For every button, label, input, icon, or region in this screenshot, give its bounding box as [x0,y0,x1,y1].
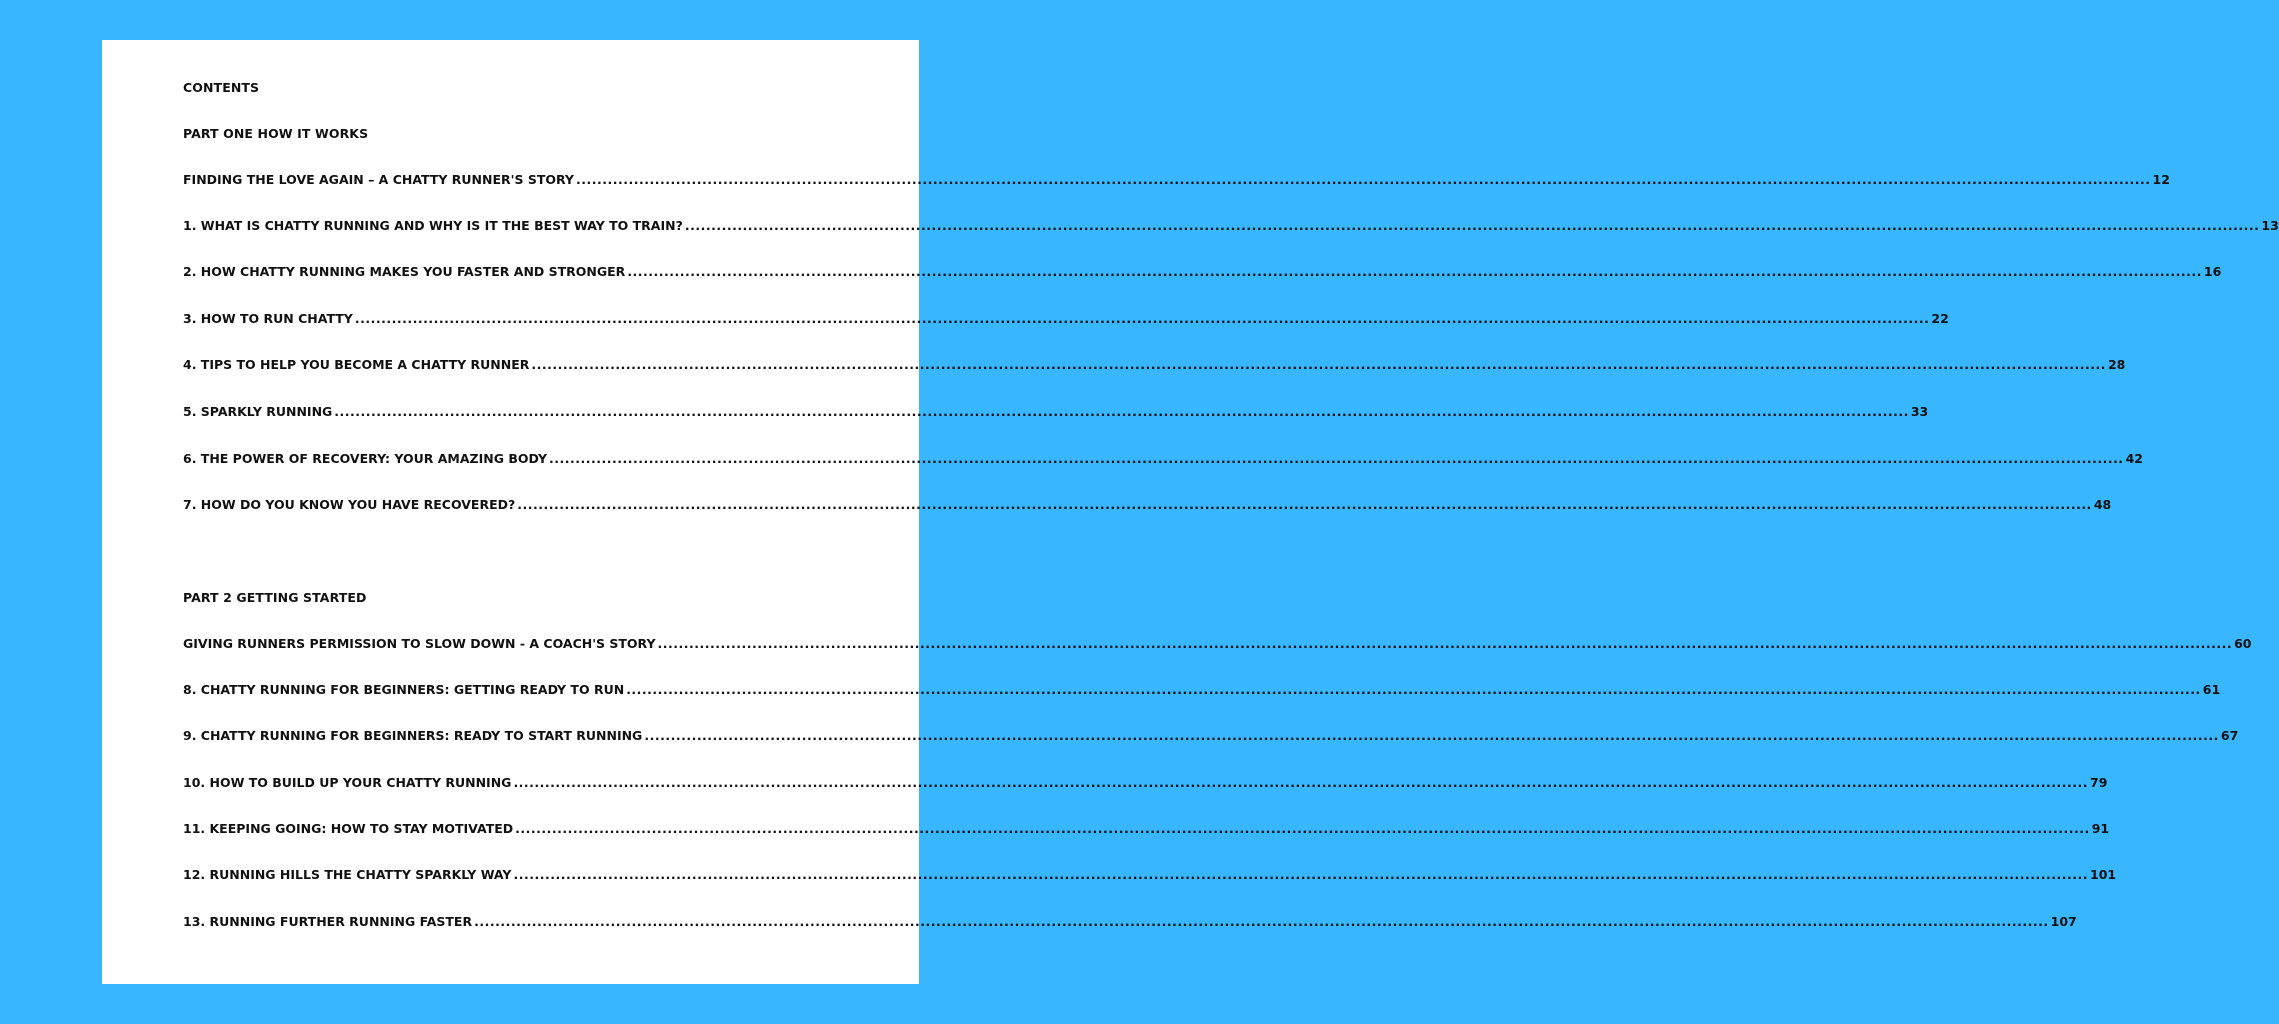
toc-page-number: 28 [2107,357,2126,372]
dot-leader: ............................................................................................................................................................................................................................................................................................................ [531,357,2106,372]
dot-leader: ............................................................................................................................................................................................................................................................................................................ [549,451,2124,466]
dot-leader: ............................................................................................................................................................................................................................................................................................................ [684,218,2260,233]
toc-entry-title: 1. WHAT IS CHATTY RUNNING AND WHY IS IT THE BEST WAY TO TRAIN? [183,218,683,233]
toc-page-number: 61 [2202,682,2221,697]
dot-leader: ............................................................................................................................................................................................................................................................................................................ [334,404,1909,419]
document-page [102,40,2279,984]
dot-leader: ............................................................................................................................................................................................................................................................................................................ [517,497,2092,512]
toc-entry-title: 11. KEEPING GOING: HOW TO STAY MOTIVATED [183,821,514,836]
toc-page-number: 12 [2152,172,2170,187]
toc-entry-title: 4. TIPS TO HELP YOU BECOME A CHATTY RUNNER [183,357,530,372]
toc-page-number: 60 [2234,636,2252,651]
toc-page-number: 42 [2125,451,2143,466]
dot-leader: ............................................................................................................................................................................................................................................................................................................ [513,867,2089,882]
toc-entry-title: 9. CHATTY RUNNING FOR BEGINNERS: READY TO START RUNNING [183,728,643,743]
toc-entry-title: 12. RUNNING HILLS THE CHATTY SPARKLY WAY [183,867,512,882]
toc-entry [183,218,2279,234]
toc-entry-title: 8. CHATTY RUNNING FOR BEGINNERS: GETTING READY TO RUN [183,682,625,697]
dot-leader: ............................................................................................................................................................................................................................................................................................................ [657,636,2233,651]
toc-page-number: 67 [2220,728,2239,743]
toc-entry [183,172,2170,188]
toc-entry [183,636,2252,652]
toc-page-number: 107 [2050,914,2077,929]
toc-entry [183,867,2117,883]
toc-entry [183,404,1929,420]
part-heading: PART ONE HOW IT WORKS [183,126,369,141]
toc-page-number: 91 [2091,821,2110,836]
toc-page-number: 13 [2261,218,2279,233]
dot-leader: ............................................................................................................................................................................................................................................................................................................ [644,728,2219,743]
toc-entry-title: 2. HOW CHATTY RUNNING MAKES YOU FASTER AND STRONGER [183,264,626,279]
dot-leader: ............................................................................................................................................................................................................................................................................................................ [515,821,2090,836]
toc-entry-title: 6. THE POWER OF RECOVERY: YOUR AMAZING BODY [183,451,547,466]
toc-entry-title: 3. HOW TO RUN CHATTY [183,311,353,326]
toc-entry-title: GIVING RUNNERS PERMISSION TO SLOW DOWN - A COACH'S STORY [183,636,656,651]
toc-entry-title: FINDING THE LOVE AGAIN – A CHATTY RUNNER'S STORY [183,172,574,187]
toc-entry [183,264,2222,280]
toc-page-number: 33 [1910,404,1929,419]
toc-page-number: 48 [2093,497,2112,512]
toc-entry [183,451,2143,467]
toc-page-number: 79 [2090,775,2108,790]
toc-page-number: 16 [2203,264,2222,279]
dot-leader: ............................................................................................................................................................................................................................................................................................................ [513,775,2088,790]
toc-entry [183,914,2077,930]
part-heading: PART 2 GETTING STARTED [183,590,367,605]
toc-entry [183,821,2110,837]
toc-entry [183,311,1949,327]
contents-title: CONTENTS [183,80,260,95]
toc-page-number: 22 [1931,311,1949,326]
dot-leader: ............................................................................................................................................................................................................................................................................................................ [354,311,1930,326]
toc-entry-title: 13. RUNNING FURTHER RUNNING FASTER [183,914,473,929]
toc-entry-title: 10. HOW TO BUILD UP YOUR CHATTY RUNNING [183,775,512,790]
dot-leader: ............................................................................................................................................................................................................................................................................................................ [626,682,2201,697]
toc-entry [183,682,2221,698]
dot-leader: ............................................................................................................................................................................................................................................................................................................ [627,264,2202,279]
toc-entry [183,357,2126,373]
dot-leader: ............................................................................................................................................................................................................................................................................................................ [575,172,2151,187]
toc-page-number: 101 [2090,867,2117,882]
toc-entry [183,775,2108,791]
toc-entry [183,728,2239,744]
toc-entry [183,497,2112,513]
dot-leader: ............................................................................................................................................................................................................................................................................................................ [474,914,2049,929]
toc-entry-title: 5. SPARKLY RUNNING [183,404,333,419]
toc-entry-title: 7. HOW DO YOU KNOW YOU HAVE RECOVERED? [183,497,516,512]
